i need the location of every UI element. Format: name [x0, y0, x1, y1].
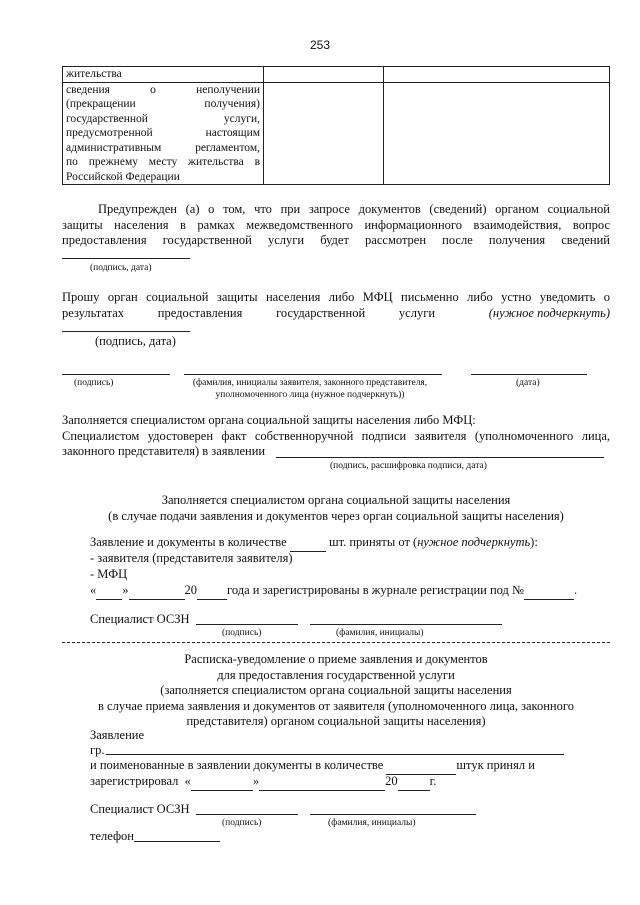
documents-table	[62, 66, 610, 185]
caption-name: (фамилия, инициалы)	[336, 628, 424, 638]
specialist-signature-line[interactable]	[196, 624, 298, 625]
notify-request: Прошу орган социальной защиты населения либо МФЦ письменно либо устно уведомить о результатах предоставления государственной услуги (нужное подчеркнуть)	[62, 290, 610, 320]
statement-label: Заявление	[90, 728, 145, 742]
day-field[interactable]	[191, 774, 253, 791]
signature-line[interactable]	[62, 331, 190, 332]
registration-number-field[interactable]	[524, 583, 574, 600]
signature-line[interactable]	[62, 258, 190, 259]
caption-name: (фамилия, инициалы)	[328, 818, 416, 828]
cut-line	[62, 642, 610, 643]
signature-caption: (подпись, дата)	[90, 263, 152, 273]
caption-sign: (подпись)	[74, 378, 114, 388]
warning-paragraph: Предупрежден (а) о том, что при запросе документов (сведений) органом социальной защиты населения в рамках межведомственного информационного взаимодействия, вопрос предоставления государственной услуги будет рассмотрен после получения сведений	[62, 202, 610, 247]
verification-block: Заполняется специалистом органа социальной защиты населения либо МФЦ: Специалистом удостоверен факт собственноручной подписи заявителя (уполномоченного лица, законного представителя) в заявлении	[62, 413, 610, 458]
year-field[interactable]	[197, 583, 227, 600]
oszn-section-title: Заполняется специалистом органа социальной защиты населения (в случае подачи заявления и документов через орган социальной защиты населения)	[108, 493, 564, 523]
option-applicant[interactable]: - заявителя (представителя заявителя)	[90, 551, 293, 565]
applicant-name-line[interactable]	[184, 374, 442, 375]
month-field[interactable]	[259, 774, 385, 791]
caption-name: (фамилия, инициалы заявителя, законного представителя, уполномоченного лица (нужное подчеркнуть))	[192, 378, 428, 400]
option-mfc[interactable]: - МФЦ	[90, 567, 128, 581]
day-field[interactable]	[96, 583, 122, 600]
caption-date: (дата)	[516, 378, 540, 388]
page-number: 253	[309, 38, 331, 52]
specialist-label: Специалист ОСЗН	[90, 612, 190, 626]
verification-caption: (подпись, расшифровка подписи, дата)	[330, 461, 487, 471]
date-line[interactable]	[471, 374, 587, 375]
registered-line: зарегистрировал « » 20 г.	[90, 774, 436, 791]
table-cell: сведения о неполучении (прекращении получения) государственной услуги, предусмотренной настоящим административным регламентом, по прежнему месту жительства в Российской Федерации	[63, 82, 264, 185]
table-row	[63, 67, 610, 83]
receipt-title: Расписка-уведомление о приеме заявления и документов для предоставления государственной услуги (заполняется специалистом органа социальной защиты населения в случае приема заявления и документов от заявителя (уполномоченного лица, законного представителя) органом социальной защиты населения)	[98, 652, 574, 728]
verification-line[interactable]	[276, 457, 604, 458]
citizen-label: гр.	[90, 743, 105, 757]
citizen-name-line[interactable]	[106, 754, 564, 755]
phone-label: телефон	[90, 829, 134, 843]
applicant-signature-line[interactable]	[62, 374, 170, 375]
year-field[interactable]	[398, 774, 430, 791]
table-cell: жительства	[63, 67, 264, 83]
month-field[interactable]	[129, 583, 185, 600]
specialist-label: Специалист ОСЗН	[90, 802, 190, 816]
accepted-line: Заявление и документы в количестве шт. приняты от (нужное подчеркнуть):	[90, 535, 538, 552]
specialist-name-line[interactable]	[310, 624, 502, 625]
registration-date-line: « » 20 года и зарегистрированы в журнале регистрации под № .	[90, 583, 577, 600]
documents-count-line: и поименованные в заявлении документы в количестве штук принял и	[90, 758, 535, 775]
documents-count-field[interactable]	[386, 758, 456, 775]
table-row	[63, 82, 610, 185]
caption-sign: (подпись)	[222, 628, 262, 638]
specialist-name-line[interactable]	[310, 814, 476, 815]
specialist-signature-line[interactable]	[196, 814, 298, 815]
phone-field[interactable]	[134, 841, 220, 842]
signature-caption: (подпись, дата)	[95, 334, 176, 348]
quantity-field[interactable]	[290, 535, 326, 552]
caption-sign: (подпись)	[222, 818, 262, 828]
